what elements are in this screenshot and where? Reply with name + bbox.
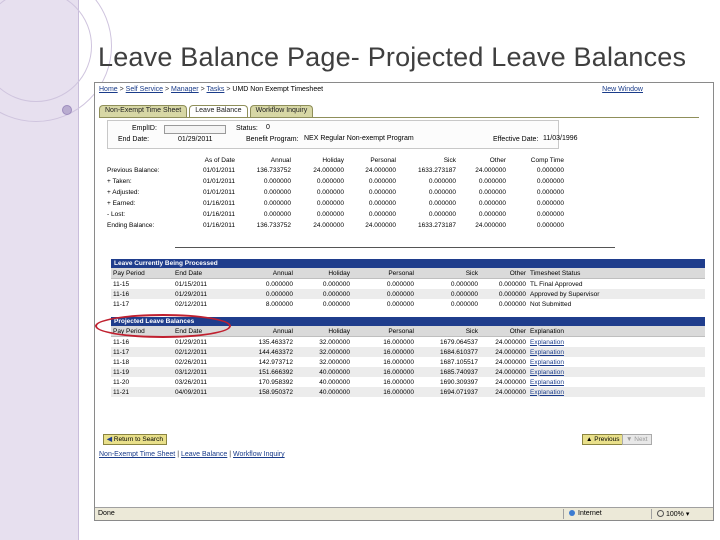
tab-bar bbox=[99, 105, 315, 117]
effective-date-value: 11/03/1996 bbox=[543, 135, 578, 142]
balance-cell: 0.000000 bbox=[478, 200, 506, 207]
table-cell: 32.000000 bbox=[295, 347, 352, 357]
table-cell: 02/12/2011 bbox=[173, 347, 233, 357]
table-cell: 01/15/2011 bbox=[175, 280, 208, 288]
balance-row bbox=[105, 187, 564, 198]
balance-cell: 0.000000 bbox=[428, 178, 456, 185]
table-row bbox=[111, 279, 705, 290]
balance-cell: 0.000000 bbox=[368, 178, 396, 185]
balance-cell: 0.000000 bbox=[368, 189, 396, 196]
balance-cell: 01/01/2011 bbox=[202, 178, 235, 185]
balance-cell: 0.000000 bbox=[316, 200, 344, 207]
table-row bbox=[111, 337, 705, 348]
table-cell: 0.000000 bbox=[265, 280, 293, 288]
table-row bbox=[111, 377, 705, 387]
previous-button[interactable]: ▲ Previous bbox=[582, 434, 624, 445]
table-cell: 0.000000 bbox=[386, 300, 414, 308]
browser-status-bar bbox=[95, 507, 713, 520]
benefit-program-value: NEX Regular Non-exempt Program bbox=[304, 135, 414, 142]
balance-cell: 01/01/2011 bbox=[202, 167, 235, 174]
table-row bbox=[111, 289, 705, 299]
table-cell: 0.000000 bbox=[498, 300, 526, 308]
breadcrumb-tasks[interactable]: Tasks bbox=[206, 86, 225, 93]
highlight-circle bbox=[95, 314, 231, 338]
balance-cell: 0.000000 bbox=[536, 211, 564, 218]
table-cell: 0.000000 bbox=[233, 289, 295, 299]
table-cell: 24.000000 bbox=[480, 367, 528, 377]
table-cell: 0.000000 bbox=[498, 280, 526, 288]
col-holiday: Holiday bbox=[322, 156, 344, 164]
table-cell: 11-21 bbox=[111, 387, 173, 397]
table-cell: 0.000000 bbox=[322, 280, 350, 288]
table-cell: 03/26/2011 bbox=[175, 378, 208, 386]
browser-screenshot bbox=[94, 82, 714, 521]
table-cell: 32.000000 bbox=[319, 358, 350, 366]
table-cell: 04/09/2011 bbox=[173, 387, 233, 397]
balance-cell: 0.000000 bbox=[368, 211, 396, 218]
col-pay-period: Pay Period bbox=[111, 268, 173, 279]
col-end-date: End Date bbox=[173, 268, 233, 279]
effective-date-label: Effective Date: bbox=[493, 136, 539, 143]
balance-cell: 0.000000 bbox=[478, 178, 506, 185]
balance-cell: 0.000000 bbox=[316, 189, 344, 196]
table-cell: 40.000000 bbox=[295, 367, 352, 377]
balance-row-label: + Adjusted: bbox=[107, 189, 140, 196]
balance-row bbox=[105, 209, 564, 220]
table-cell: 16.000000 bbox=[352, 347, 416, 357]
table-row bbox=[111, 347, 705, 357]
balance-cell: 01/16/2011 bbox=[202, 222, 235, 229]
table-cell: 170.958392 bbox=[258, 378, 293, 386]
next-button-label: Next bbox=[634, 436, 648, 443]
balance-cell: 136.733752 bbox=[256, 167, 291, 174]
table-cell: 16.000000 bbox=[352, 387, 416, 397]
table-cell: 40.000000 bbox=[295, 387, 352, 397]
balance-row bbox=[105, 220, 564, 231]
table-cell: 0.000000 bbox=[450, 280, 478, 288]
table-cell: 16.000000 bbox=[383, 358, 414, 366]
balance-sum-rule bbox=[175, 247, 615, 248]
tab-non-exempt-time-sheet[interactable]: Non-Exempt Time Sheet bbox=[99, 105, 187, 118]
table-cell: 24.000000 bbox=[495, 338, 526, 346]
col-sick: Sick bbox=[443, 156, 456, 164]
balance-cell: 0.000000 bbox=[536, 178, 564, 185]
balance-cell: 24.000000 bbox=[475, 167, 506, 174]
col-as-of-date: As of Date bbox=[204, 156, 235, 164]
table-cell: 11-19 bbox=[111, 367, 173, 377]
balance-cell: 0.000000 bbox=[428, 211, 456, 218]
table-cell: 158.950372 bbox=[233, 387, 295, 397]
col-sick: Sick bbox=[416, 326, 480, 337]
table-row bbox=[111, 299, 705, 309]
balance-cell: 24.000000 bbox=[365, 167, 396, 174]
balance-cell: 1633.273187 bbox=[418, 167, 456, 174]
return-button-label: Return to Search bbox=[113, 436, 163, 443]
balance-cell: 01/16/2011 bbox=[202, 200, 235, 207]
table-row bbox=[111, 367, 705, 377]
explanation-link[interactable]: Explanation bbox=[530, 358, 564, 366]
projected-grid-title: Projected Leave Balances bbox=[111, 317, 705, 326]
table-cell: 1685.740937 bbox=[416, 367, 480, 377]
balance-cell: 24.000000 bbox=[475, 222, 506, 229]
table-cell: 16.000000 bbox=[383, 378, 414, 386]
col-sick: Sick bbox=[416, 268, 480, 279]
status-value: 0 bbox=[266, 124, 270, 131]
footer-link-time-sheet[interactable]: Non-Exempt Time Sheet bbox=[99, 451, 176, 458]
breadcrumb-manager[interactable]: Manager bbox=[171, 86, 199, 93]
balance-cell: 0.000000 bbox=[536, 200, 564, 207]
balance-cell: 24.000000 bbox=[313, 167, 344, 174]
balance-cell: 0.000000 bbox=[263, 189, 291, 196]
table-cell: 03/12/2011 bbox=[173, 367, 233, 377]
explanation-link[interactable]: Explanation bbox=[530, 378, 564, 386]
table-cell: 24.000000 bbox=[495, 378, 526, 386]
table-cell: 02/26/2011 bbox=[175, 358, 208, 366]
table-cell: 0.000000 bbox=[416, 289, 480, 299]
table-cell: 11-17 bbox=[111, 347, 173, 357]
balance-cell: 0.000000 bbox=[316, 211, 344, 218]
balance-cell: 0.000000 bbox=[428, 189, 456, 196]
table-cell: 1687.105517 bbox=[440, 358, 478, 366]
col-annual: Annual bbox=[233, 326, 295, 337]
balance-row-label: + Taken: bbox=[107, 178, 132, 185]
table-cell: 01/29/2011 bbox=[175, 338, 208, 346]
table-cell: 135.463372 bbox=[258, 338, 293, 346]
bullet-icon bbox=[62, 105, 72, 115]
balance-cell: 0.000000 bbox=[536, 189, 564, 196]
table-cell: 11-16 bbox=[111, 289, 173, 299]
breadcrumb-self-service[interactable]: Self Service bbox=[125, 86, 164, 93]
table-cell: 151.666392 bbox=[233, 367, 295, 377]
table-cell: 32.000000 bbox=[319, 338, 350, 346]
col-comp-time: Comp Time bbox=[530, 156, 564, 164]
col-holiday: Holiday bbox=[295, 326, 352, 337]
balance-row-label: Previous Balance: bbox=[107, 167, 160, 174]
col-holiday: Holiday bbox=[295, 268, 352, 279]
table-cell: 40.000000 bbox=[319, 378, 350, 386]
balance-cell: 01/16/2011 bbox=[202, 211, 235, 218]
processing-grid-title: Leave Currently Being Processed bbox=[111, 259, 705, 268]
balance-cell: 0.000000 bbox=[368, 200, 396, 207]
balance-cell: 0.000000 bbox=[428, 200, 456, 207]
balance-cell: 0.000000 bbox=[478, 211, 506, 218]
end-date-value: 01/29/2011 bbox=[178, 136, 213, 143]
col-personal: Personal bbox=[352, 268, 416, 279]
table-cell: 11-15 bbox=[113, 280, 130, 288]
col-other: Other bbox=[480, 326, 528, 337]
balance-cell: 0.000000 bbox=[263, 200, 291, 207]
balance-cell: 0.000000 bbox=[263, 178, 291, 185]
return-arrow-icon: ◀ bbox=[107, 436, 112, 443]
table-cell: 0.000000 bbox=[322, 300, 350, 308]
balance-cell: 1633.273187 bbox=[418, 222, 456, 229]
table-cell: Not Submitted bbox=[530, 300, 572, 308]
balance-cell: 0.000000 bbox=[536, 167, 564, 174]
col-personal: Personal bbox=[352, 326, 416, 337]
col-timesheet-status: Timesheet Status bbox=[528, 268, 705, 279]
table-cell: TL Final Approved bbox=[530, 280, 583, 288]
previous-button-label: Previous bbox=[594, 436, 620, 443]
balance-cell: 24.000000 bbox=[365, 222, 396, 229]
end-date-label: End Date: bbox=[118, 136, 150, 143]
footer-link-leave-balance[interactable]: Leave Balance bbox=[180, 451, 228, 458]
table-cell: 11-18 bbox=[113, 358, 130, 366]
balance-row bbox=[105, 198, 564, 209]
table-cell: 144.463372 bbox=[233, 347, 295, 357]
table-cell: 24.000000 bbox=[495, 358, 526, 366]
table-row bbox=[111, 387, 705, 397]
benefit-program-label: Benefit Program: bbox=[246, 136, 299, 143]
explanation-link[interactable]: Explanation bbox=[528, 367, 705, 377]
security-zone: Internet bbox=[569, 510, 602, 517]
footer-links: Non-Exempt Time Sheet | Leave Balance | Workflow Inquiry bbox=[99, 451, 285, 458]
explanation-link[interactable]: Explanation bbox=[528, 387, 705, 397]
table-cell: Approved by Supervisor bbox=[528, 289, 705, 299]
leave-processing-grid bbox=[111, 259, 705, 309]
table-cell: 0.000000 bbox=[450, 300, 478, 308]
table-cell: 1694.071937 bbox=[416, 387, 480, 397]
balance-header-row bbox=[105, 155, 564, 165]
table-row bbox=[111, 357, 705, 367]
zoom-icon bbox=[657, 510, 664, 517]
tab-leave-balance[interactable]: Leave Balance bbox=[189, 105, 247, 118]
balance-cell: 0.000000 bbox=[263, 211, 291, 218]
status-label: Status: bbox=[236, 125, 258, 132]
col-pay-period: Pay Period bbox=[111, 326, 173, 337]
balance-cell: 0.000000 bbox=[536, 222, 564, 229]
emplid-field bbox=[164, 125, 226, 134]
balance-row-label: - Lost: bbox=[107, 211, 126, 218]
table-cell: 1684.610377 bbox=[416, 347, 480, 357]
explanation-link[interactable]: Explanation bbox=[530, 338, 564, 346]
explanation-link[interactable]: Explanation bbox=[528, 347, 705, 357]
balance-row-label: + Earned: bbox=[107, 200, 136, 207]
new-window-link[interactable]: New Window bbox=[602, 86, 643, 93]
table-cell: 142.973712 bbox=[258, 358, 293, 366]
processing-header-row bbox=[111, 268, 705, 279]
zoom-control[interactable]: 100% ▾ bbox=[657, 510, 689, 518]
table-cell: 16.000000 bbox=[383, 338, 414, 346]
col-personal: Personal bbox=[370, 156, 396, 164]
table-cell: 24.000000 bbox=[480, 387, 528, 397]
footer-link-workflow[interactable]: Workflow Inquiry bbox=[233, 451, 285, 458]
table-cell: 0.000000 bbox=[295, 289, 352, 299]
col-annual: Annual bbox=[270, 156, 291, 164]
table-cell: 11-17 bbox=[113, 300, 130, 308]
table-cell: 11-16 bbox=[113, 338, 130, 346]
balance-row-label: Ending Balance: bbox=[107, 222, 155, 229]
balance-cell: 0.000000 bbox=[478, 189, 506, 196]
col-explanation: Explanation bbox=[528, 326, 705, 337]
table-cell: 1690.309397 bbox=[440, 378, 478, 386]
table-cell: 0.000000 bbox=[480, 289, 528, 299]
tab-workflow-inquiry[interactable]: Workflow Inquiry bbox=[250, 105, 314, 118]
table-cell: 8.000000 bbox=[265, 300, 293, 308]
table-cell: 0.000000 bbox=[352, 289, 416, 299]
breadcrumb-current: UMD Non Exempt Timesheet bbox=[232, 86, 324, 93]
table-cell: 01/29/2011 bbox=[173, 289, 233, 299]
return-to-search-button[interactable] bbox=[103, 434, 167, 445]
col-annual: Annual bbox=[233, 268, 295, 279]
balance-cell: 0.000000 bbox=[316, 178, 344, 185]
balance-cell: 24.000000 bbox=[313, 222, 344, 229]
col-other: Other bbox=[489, 156, 506, 164]
balance-row bbox=[105, 176, 564, 187]
status-text: Done bbox=[98, 510, 115, 517]
balance-cell: 01/01/2011 bbox=[202, 189, 235, 196]
employee-header bbox=[107, 120, 559, 149]
globe-icon bbox=[569, 510, 575, 516]
breadcrumb-home[interactable]: Home bbox=[99, 86, 118, 93]
balance-row bbox=[105, 165, 564, 176]
table-cell: 24.000000 bbox=[480, 347, 528, 357]
table-cell: 0.000000 bbox=[386, 280, 414, 288]
tab-underline bbox=[99, 117, 699, 118]
table-cell: 02/12/2011 bbox=[175, 300, 208, 308]
col-other: Other bbox=[480, 268, 528, 279]
emplid-label: EmplID: bbox=[132, 125, 157, 132]
slide-title: Leave Balance Page- Projected Leave Balances bbox=[98, 42, 687, 72]
table-cell: 11-20 bbox=[113, 378, 130, 386]
leave-balance-table bbox=[105, 155, 564, 231]
breadcrumb: Home > Self Service > Manager > Tasks > UMD Non Exempt Timesheet bbox=[99, 86, 324, 93]
table-cell: 16.000000 bbox=[352, 367, 416, 377]
next-button[interactable]: ▼ Next bbox=[622, 434, 652, 445]
table-cell: 1679.064537 bbox=[440, 338, 478, 346]
balance-cell: 136.733752 bbox=[256, 222, 291, 229]
col-end-date: End Date bbox=[173, 326, 233, 337]
